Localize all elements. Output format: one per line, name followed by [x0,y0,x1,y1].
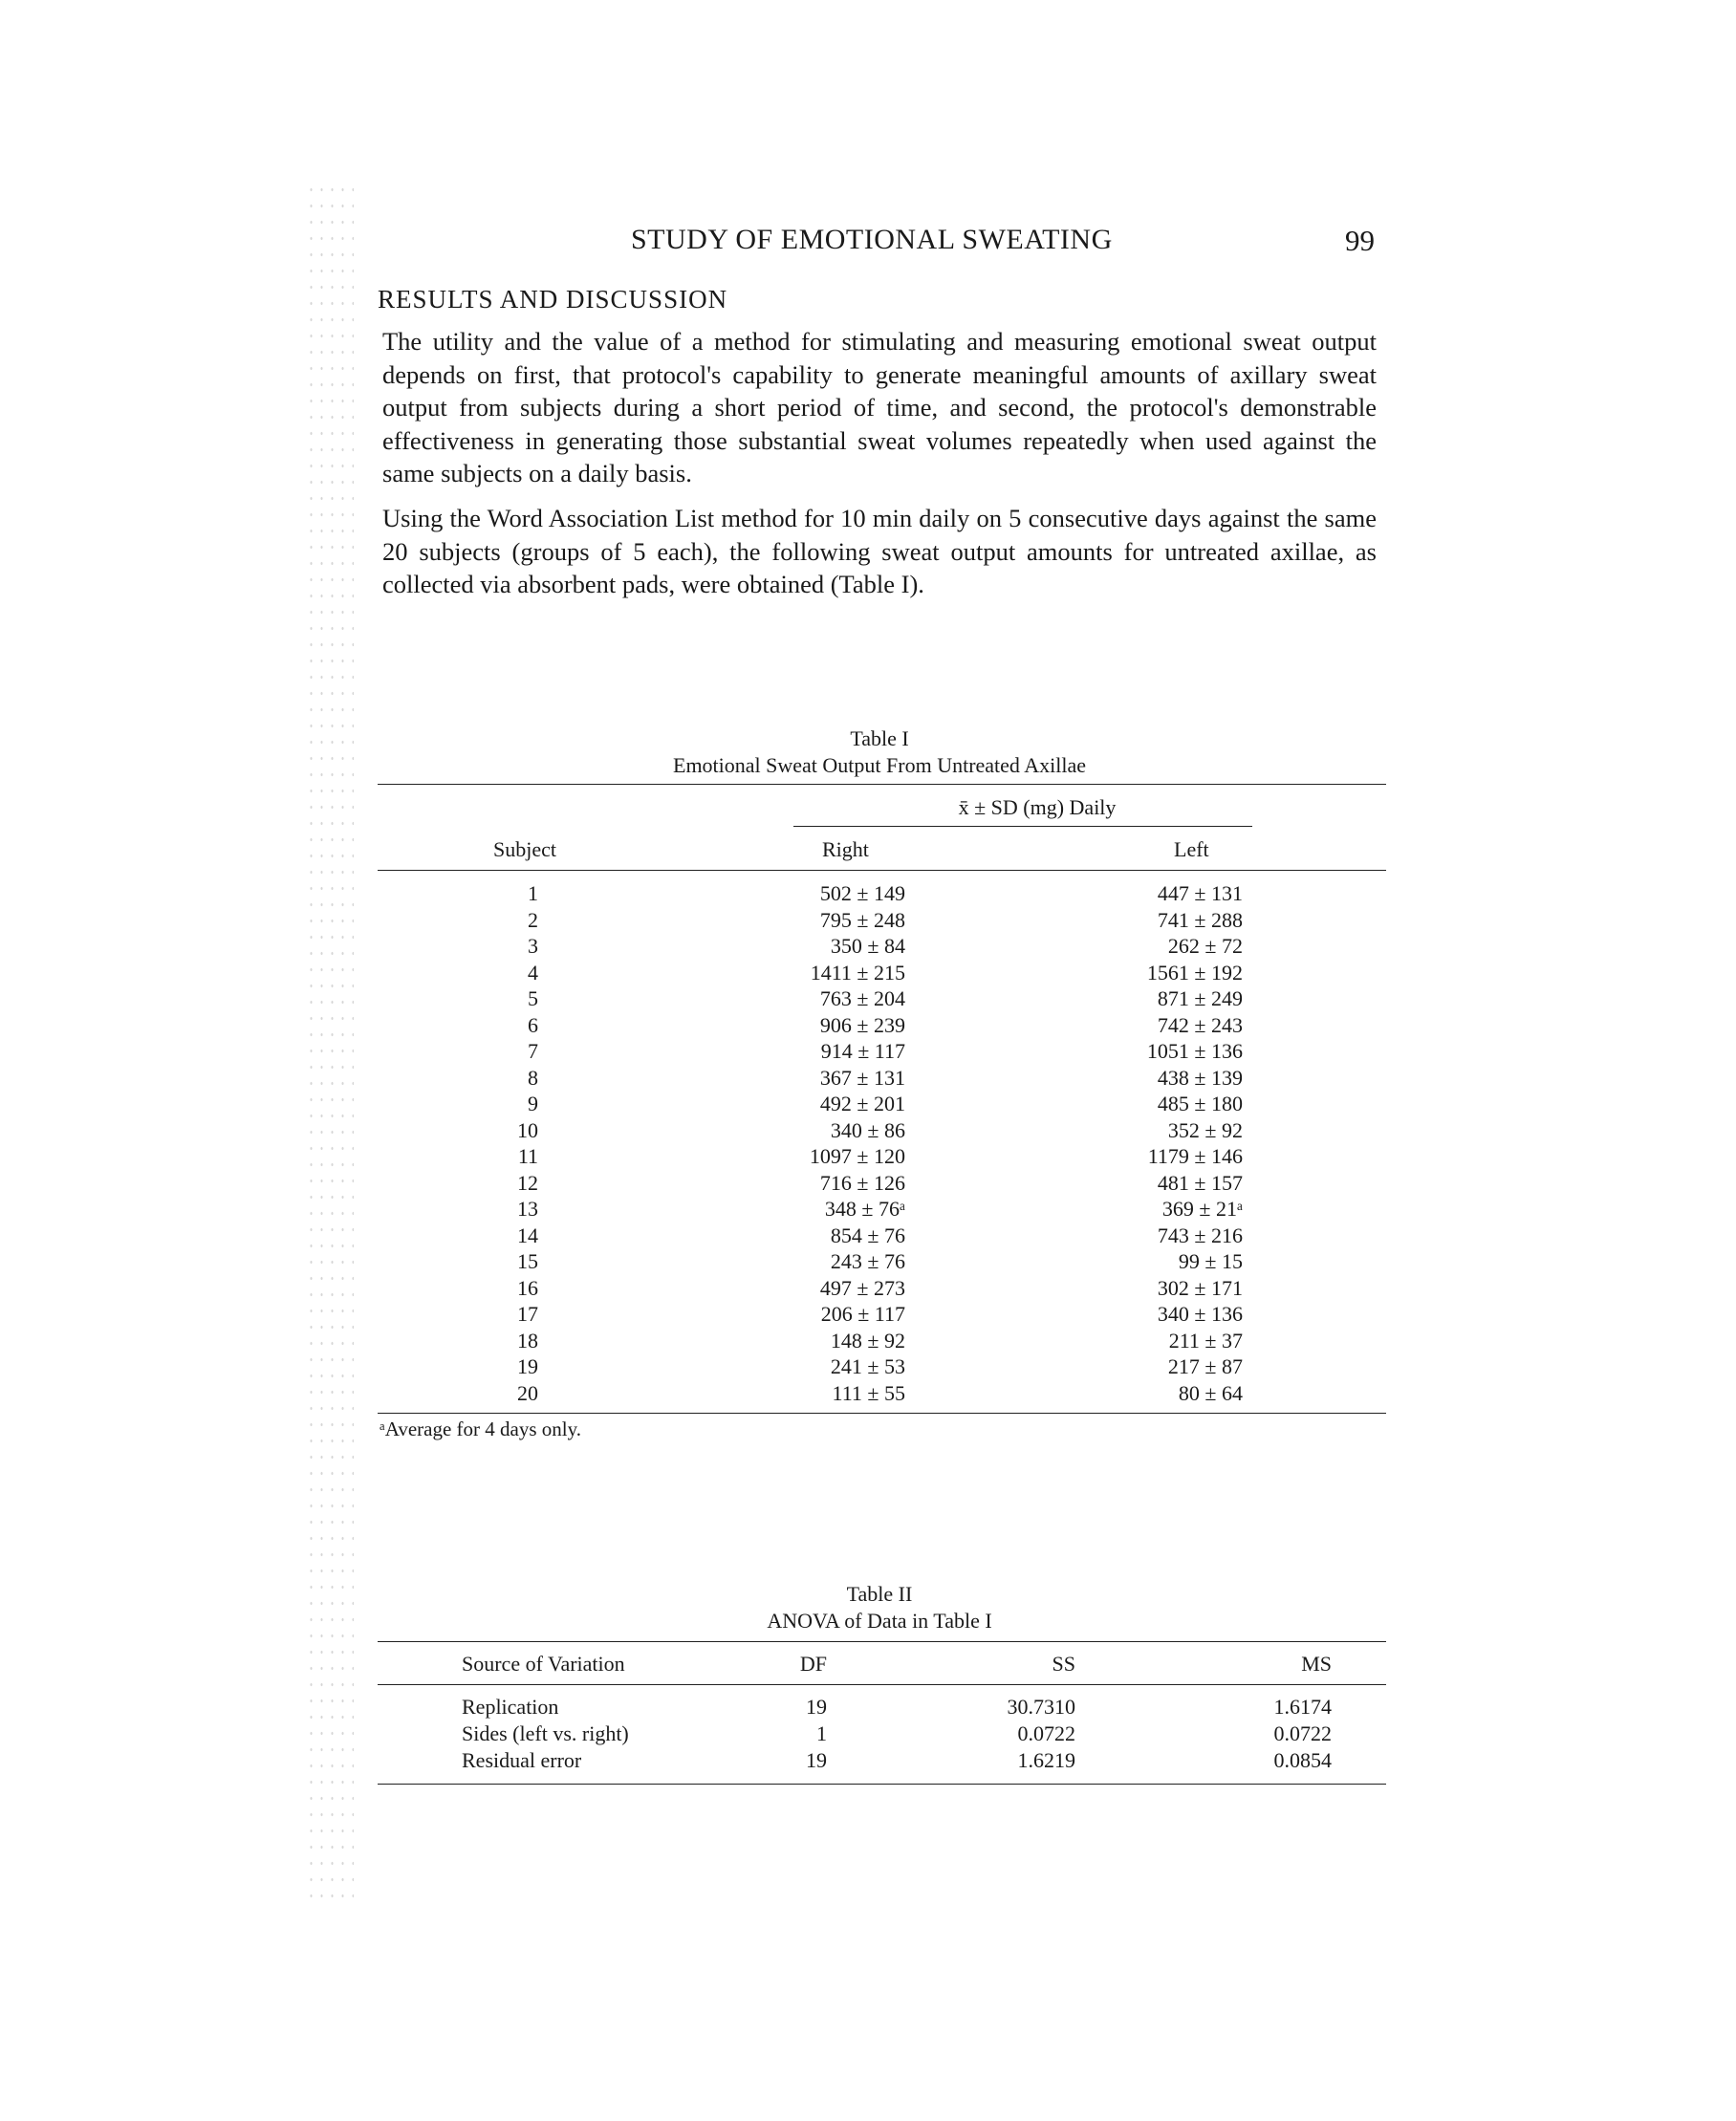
table1-subject: 9 [528,1092,538,1115]
table1-subject: 19 [517,1354,538,1378]
table1-right-value: 1097 ± 120 [809,1144,905,1168]
table1-subject: 7 [528,1039,538,1063]
table2-header-rule [378,1684,1386,1685]
table-row [378,1066,1386,1093]
table2-top-rule [378,1641,1386,1642]
table1-left-value: 1561 ± 192 [1146,960,1243,985]
table1-left-value: 438 ± 139 [1157,1065,1243,1090]
table-row [378,881,1386,908]
table1-body [378,881,1386,1407]
table-row [378,1171,1386,1198]
table-row [378,1197,1386,1223]
table1-right-value: 241 ± 53 [830,1354,905,1378]
table1-left-value: 741 ± 288 [1157,907,1243,932]
table2-df: 19 [806,1748,827,1772]
table2-col-ss: SS [1052,1652,1075,1676]
table-row [378,1039,1386,1066]
table1-right-value: 148 ± 92 [830,1328,905,1353]
table2-source: Sides (left vs. right) [462,1721,629,1745]
table1-right-value: 914 ± 117 [820,1039,905,1063]
table1-left-value: 99 ± 15 [1178,1249,1243,1273]
table1-left-value: 742 ± 243 [1157,1012,1243,1037]
table1-subject: 10 [517,1117,538,1142]
table1-left-value: 80 ± 64 [1178,1380,1243,1405]
table2-ss: 30.7310 [1007,1695,1075,1719]
table1-right-value: 243 ± 76 [830,1249,905,1273]
table2-bottom-rule [378,1784,1386,1785]
table1-right-value: 763 ± 204 [819,986,905,1010]
section-heading: RESULTS AND DISCUSSION [378,285,728,314]
table1-subject: 8 [528,1065,538,1090]
table1-right-value: 502 ± 149 [819,881,905,905]
table1-subject: 13 [517,1197,538,1221]
paragraph: The utility and the value of a method for stimulating and measuring emotional sweat output depends on first, that protocol's capability to generate meaningful amounts of axillary sweat output from subjects during a short period of time, and second, the protocol's demonstrable effectiveness in generating those substantial sweat volumes repeatedly when used against the same subjects on a daily basis. [382,327,1377,487]
table1-subject: 20 [517,1380,538,1405]
scan-speckle [306,182,354,1902]
table1-right-value: 854 ± 76 [830,1223,905,1247]
table1-col-subject: Subject [493,837,556,861]
table1-right-value: 1411 ± 215 [810,960,905,985]
table1-left-value: 1051 ± 136 [1146,1039,1243,1063]
table1-right-value: 350 ± 84 [830,934,905,958]
table1-right-value: 111 ± 55 [832,1380,905,1405]
table1-left-value: 217 ± 87 [1167,1354,1243,1378]
table1-subject: 11 [517,1144,538,1168]
table1-right-value: 716 ± 126 [819,1170,905,1195]
table1-subject: 14 [517,1223,538,1247]
table1-right-value: 492 ± 201 [819,1092,905,1115]
table1-left-value: 352 ± 92 [1167,1117,1243,1142]
table-row [378,1223,1386,1250]
paragraph: Using the Word Association List method for 10 min daily on 5 consecutive days against the same 20 subjects (groups of 5 each), the following sweat output amounts for untreated axillae, as collected via absorbent pads, were obtained (Table I). [382,504,1377,598]
table2-df: 19 [806,1695,827,1719]
table1-col-left: Left [1174,837,1209,861]
table-row [378,908,1386,935]
table1-subject: 12 [517,1170,538,1195]
table1-subject: 2 [528,907,538,932]
table2-source: Residual error [462,1748,582,1772]
table2-ms: 0.0854 [1273,1748,1332,1772]
table-row [378,1329,1386,1355]
table2-ms: 0.0722 [1273,1721,1332,1745]
table1-group-header: x̄ ± SD (mg) Daily [958,795,1117,819]
table1-left-value: 211 ± 37 [1168,1328,1243,1353]
table1-right-value: 367 ± 131 [819,1065,905,1090]
table-row [378,934,1386,961]
table-row [378,1354,1386,1381]
table1-left-value: 481 ± 157 [1157,1170,1243,1195]
table1-subject: 16 [517,1275,538,1300]
table2-ss: 1.6219 [1017,1748,1075,1772]
table-row [378,1721,1386,1748]
table2-ms: 1.6174 [1273,1695,1332,1719]
table-row [378,1276,1386,1303]
table1-left-value: 1179 ± 146 [1147,1144,1243,1168]
table1-right-value: 795 ± 248 [819,907,905,932]
table1-top-rule [378,784,1386,785]
table1-label: Table I [850,726,909,750]
table2-title: ANOVA of Data in Table I [767,1609,992,1633]
table1-left-value: 871 ± 249 [1157,986,1243,1010]
table1-subject: 17 [517,1302,538,1326]
table1-group-rule [793,826,1252,827]
table1-right-value: 348 ± 76ᵃ [824,1197,905,1221]
table2-col-df: DF [799,1652,827,1676]
table-row [378,1381,1386,1408]
table1-subject: 6 [528,1012,538,1037]
table1-left-value: 447 ± 131 [1157,881,1243,905]
table1-title: Emotional Sweat Output From Untreated Axillae [673,753,1086,777]
table1-header-rule [378,870,1386,871]
table1-subject: 1 [528,881,538,905]
table1-footnote: ᵃAverage for 4 days only. [380,1418,582,1440]
table-row [378,1302,1386,1329]
table-row [378,1013,1386,1040]
table-row [378,1695,1386,1721]
table1-right-value: 206 ± 117 [820,1302,905,1326]
table1-left-value: 340 ± 136 [1157,1302,1243,1326]
table1-right-value: 906 ± 239 [819,1012,905,1037]
page-number: 99 [1345,224,1375,257]
table-row [378,1249,1386,1276]
running-head [378,224,1386,262]
table-row [378,1748,1386,1775]
table2-label: Table II [846,1582,913,1606]
table1-right-value: 497 ± 273 [819,1275,905,1300]
table-row [378,986,1386,1013]
running-head-title: STUDY OF EMOTIONAL SWEATING [631,224,1113,255]
table1-left-value: 302 ± 171 [1157,1275,1243,1300]
table1-left-value: 485 ± 180 [1157,1092,1243,1115]
table1-subject: 15 [517,1249,538,1273]
table1-subject: 3 [528,934,538,958]
table1-left-value: 262 ± 72 [1167,934,1243,958]
table2-source: Replication [462,1695,559,1719]
table1-right-value: 340 ± 86 [830,1117,905,1142]
table1-left-value: 743 ± 216 [1157,1223,1243,1247]
table2-col-ms: MS [1301,1652,1332,1676]
table2-header-row [378,1652,1386,1678]
table1-col-right: Right [822,837,869,861]
table-row [378,1118,1386,1145]
table-row [378,1144,1386,1171]
table1-subject: 4 [528,960,538,985]
table1-subject: 5 [528,986,538,1010]
table-row [378,1092,1386,1118]
table1-subject: 18 [517,1328,538,1353]
table1-left-value: 369 ± 21ᵃ [1161,1197,1243,1221]
table2-col-source: Source of Variation [462,1652,625,1676]
table-row [378,961,1386,987]
table2-ss: 0.0722 [1017,1721,1075,1745]
table1-bottom-rule [378,1413,1386,1414]
table2-df: 1 [816,1721,827,1745]
